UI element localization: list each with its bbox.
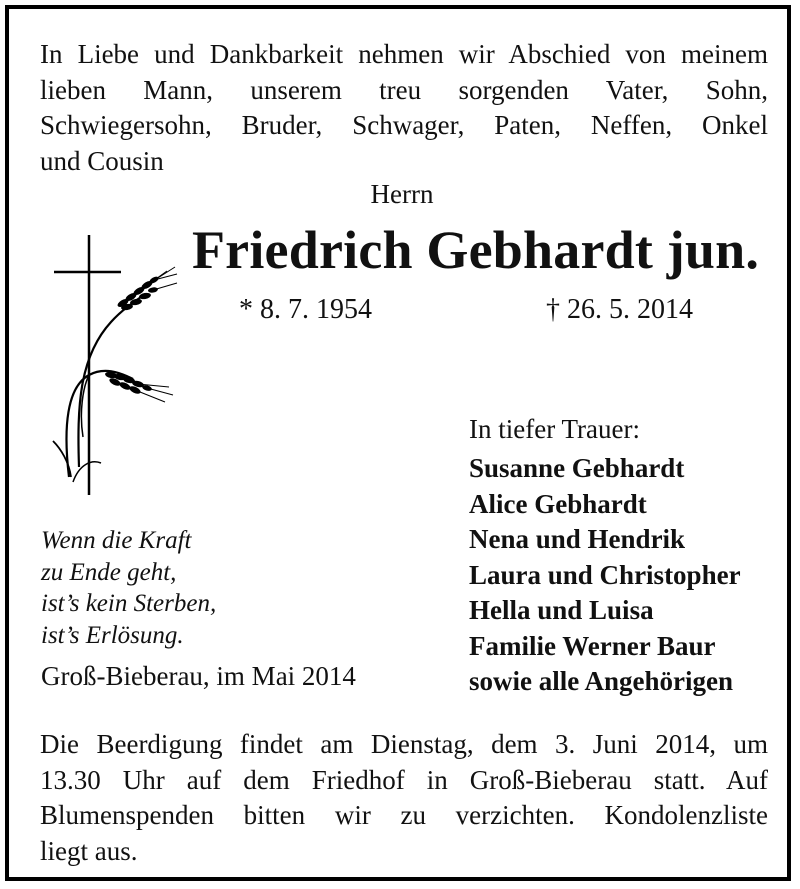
poem-line: zu Ende geht, <box>41 558 177 586</box>
mourner-name: Susanne Gebhardt <box>469 453 685 483</box>
intro-line: und Cousin <box>40 145 164 176</box>
salutation: Herrn <box>370 179 434 209</box>
mourner-name: Laura und Christopher <box>469 559 741 590</box>
intro-text <box>40 37 768 179</box>
mourner-name: Nena und Hendrik <box>469 524 686 554</box>
intro-line: Schwiegersohn, Bruder, Schwager, Paten, Neffen, Onkel <box>40 110 768 140</box>
mourner-name: sowie alle Angehörigen <box>469 666 733 696</box>
funeral-line: liegt aus. <box>40 835 138 866</box>
poem <box>41 525 216 651</box>
cross-and-wheat-icon <box>49 227 189 497</box>
mourning-heading: In tiefer Trauer: <box>469 414 640 444</box>
mourner-name: Familie Werner Baur <box>469 630 716 661</box>
deceased-name: Friedrich Gebhardt jun. <box>192 220 760 280</box>
poem-line: ist’s kein Sterben, <box>41 590 217 617</box>
funeral-line: Die Beerdigung findet am Dienstag, dem 3. Juni 2014, um <box>40 729 768 759</box>
mourners-list <box>469 451 741 700</box>
mourner-name: Alice Gebhardt <box>469 488 647 519</box>
mourner-name: Hella und Luisa <box>469 595 654 625</box>
poem-line: ist’s Erlösung. <box>41 621 184 649</box>
intro-line: In Liebe und Dankbarkeit nehmen wir Abschied von meinem <box>40 39 768 69</box>
intro-line: lieben Mann, unserem treu sorgenden Vater, Sohn, <box>40 74 768 105</box>
funeral-line: 13.30 Uhr auf dem Friedhof in Groß-Bieberau statt. Auf <box>40 764 768 795</box>
funeral-notice <box>40 727 768 869</box>
funeral-line: Blumenspenden bitten wir zu verzichten. Kondolenzliste <box>40 800 768 830</box>
death-date: † 26. 5. 2014 <box>546 294 693 325</box>
obituary-notice <box>5 5 791 881</box>
place-date: Groß-Bieberau, im Mai 2014 <box>41 661 356 691</box>
birth-date: * 8. 7. 1954 <box>239 294 372 325</box>
poem-line: Wenn die Kraft <box>41 527 192 554</box>
